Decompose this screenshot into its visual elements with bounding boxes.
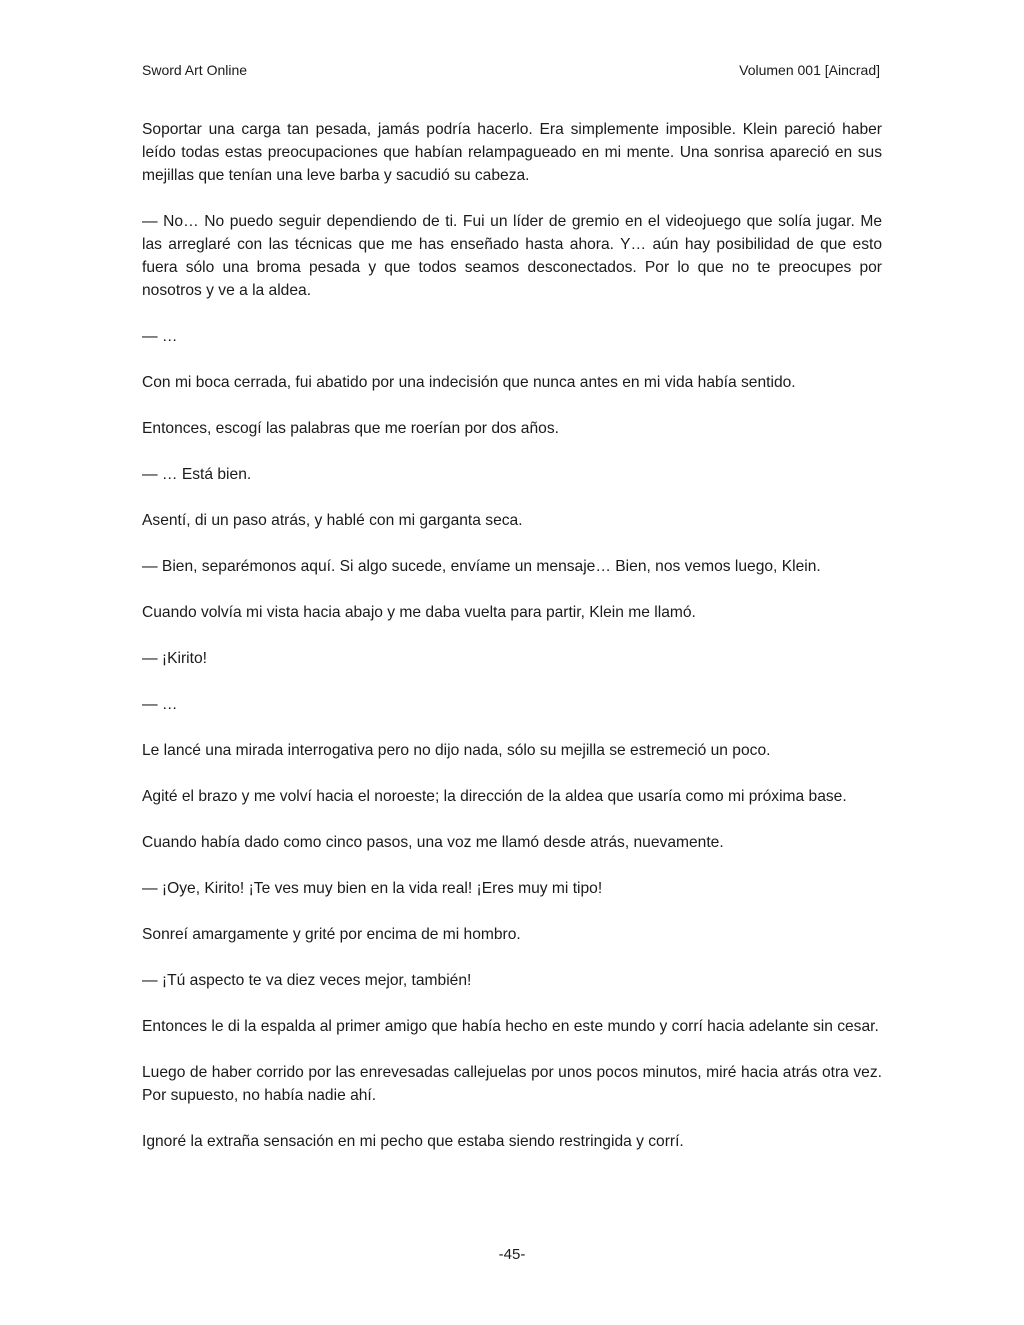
paragraph: Con mi boca cerrada, fui abatido por una indecisión que nunca antes en mi vida había sentido.: [142, 374, 796, 391]
paragraph: Soportar una carga tan pesada, jamás podría hacerlo. Era simplemente imposible. Klein pareció haber leído todas estas preocupaciones que habían relampagueado en mi mente. Una sonrisa apareció en sus mejillas que tenían una leve barba y sacudió su cabeza.: [142, 121, 882, 184]
paragraph: — Bien, separémonos aquí. Si algo sucede, envíame un mensaje… Bien, nos vemos luego, Klein.: [142, 558, 821, 575]
paragraph: Entonces, escogí las palabras que me roerían por dos años.: [142, 420, 559, 437]
paragraph: Luego de haber corrido por las enrevesadas callejuelas por unos pocos minutos, miré hacia atrás otra vez. Por supuesto, no había nadie ahí.: [142, 1064, 882, 1104]
paragraph: Sonreí amargamente y grité por encima de mi hombro.: [142, 926, 521, 943]
header-volume-title: Volumen 001 [Aincrad]: [739, 62, 880, 78]
page-header: [142, 60, 880, 80]
paragraph: Cuando había dado como cinco pasos, una voz me llamó desde atrás, nuevamente.: [142, 834, 724, 851]
paragraph: Le lancé una mirada interrogativa pero no dijo nada, sólo su mejilla se estremeció un poco.: [142, 742, 771, 759]
paragraph: — ¡Oye, Kirito! ¡Te ves muy bien en la vida real! ¡Eres muy mi tipo!: [142, 880, 603, 897]
paragraph: — …: [142, 328, 178, 345]
paragraph: Ignoré la extraña sensación en mi pecho que estaba siendo restringida y corrí.: [142, 1133, 684, 1150]
page-footer: [0, 1245, 1024, 1265]
paragraph: — ¡Kirito!: [142, 650, 207, 667]
paragraph: Agité el brazo y me volví hacia el noroeste; la dirección de la aldea que usaría como mi próxima base.: [142, 788, 847, 805]
paragraph: Entonces le di la espalda al primer amigo que había hecho en este mundo y corrí hacia adelante sin cesar.: [142, 1018, 879, 1035]
paragraph: Asentí, di un paso atrás, y hablé con mi garganta seca.: [142, 512, 523, 529]
page-body: [142, 118, 882, 1176]
paragraph: — …: [142, 696, 178, 713]
paragraph: — No… No puedo seguir dependiendo de ti. Fui un líder de gremio en el videojuego que solía jugar. Me las arreglaré con las técnicas que me has enseñado hasta ahora. Y… aún hay posibilidad de que esto fuera sólo una broma pesada y que todos seamos desconectados. Por lo que no te preocupes por nosotros y ve a la aldea.: [142, 213, 882, 299]
paragraph: — … Está bien.: [142, 466, 252, 483]
paragraph: — ¡Tú aspecto te va diez veces mejor, también!: [142, 972, 472, 989]
page-number: -45-: [498, 1246, 526, 1263]
paragraph: Cuando volvía mi vista hacia abajo y me daba vuelta para partir, Klein me llamó.: [142, 604, 696, 621]
header-book-title: Sword Art Online: [142, 62, 248, 78]
